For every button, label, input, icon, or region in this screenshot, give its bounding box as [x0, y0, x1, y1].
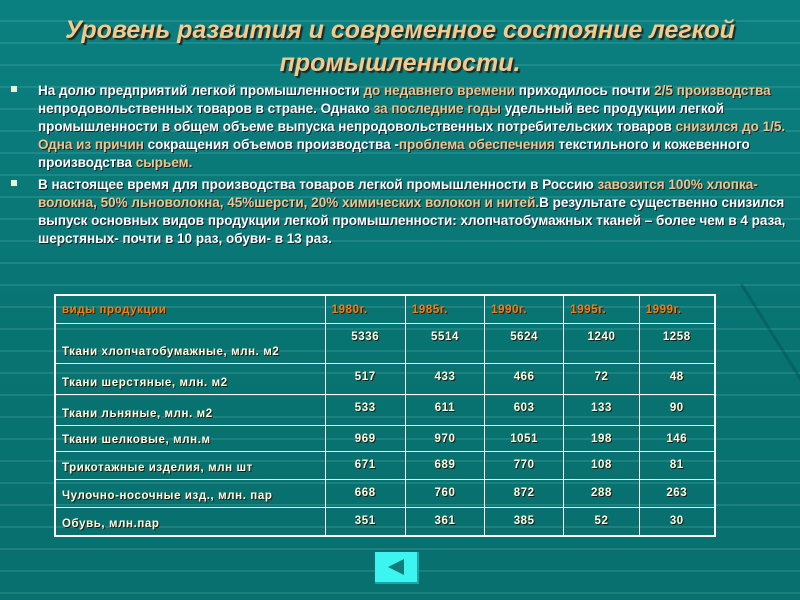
- value-cell: 517: [325, 364, 405, 395]
- table-row: [55, 426, 715, 452]
- value-cell: 611: [405, 395, 484, 426]
- value-cell: 533: [325, 395, 405, 426]
- value-cell: 288: [564, 480, 639, 508]
- value-cell: 668: [325, 480, 405, 508]
- value-cell: 466: [485, 364, 564, 395]
- bullet-square-icon: [11, 180, 17, 186]
- slide-title: Уровень развития и современное состояние легкой промышленности.: [65, 16, 735, 77]
- value-cell: 1258: [639, 324, 715, 364]
- value-cell: 872: [485, 480, 564, 508]
- value-cell: 30: [639, 508, 715, 536]
- value-cell: 760: [405, 480, 484, 508]
- highlighted-text: завозится 100% хлопка-волокна, 50% льноволокна, 45%шерсти, 20% химических волокон и нитей.: [38, 177, 758, 210]
- triangle-left-icon: [388, 559, 404, 575]
- value-cell: 351: [325, 508, 405, 536]
- bullet-square-icon: [11, 86, 17, 92]
- bullet-text: На долю предприятий легкой промышленности: [38, 83, 364, 98]
- header-product: виды продукции: [55, 295, 325, 324]
- value-cell: 52: [564, 508, 639, 536]
- table-row: [55, 480, 715, 508]
- table-row: [55, 395, 715, 426]
- highlighted-text: снизился до 1/5. Одна из причин: [38, 119, 786, 152]
- value-cell: 146: [639, 426, 715, 452]
- header-1995: 1995г.: [564, 295, 639, 324]
- value-cell: 385: [485, 508, 564, 536]
- value-cell: 969: [325, 426, 405, 452]
- product-name-cell: Ткани шелковые, млн.м: [55, 426, 325, 452]
- bullet-item: [10, 82, 790, 172]
- value-cell: 5336: [325, 324, 405, 364]
- value-cell: 90: [639, 395, 715, 426]
- highlighted-text: сырьем.: [135, 155, 193, 170]
- production-table: [54, 294, 716, 537]
- highlighted-text: 2/5 производства: [654, 83, 771, 98]
- highlighted-text: до недавнего времени: [363, 83, 515, 98]
- value-cell: 970: [405, 426, 484, 452]
- bullet-item: [10, 176, 790, 248]
- highlighted-text: проблема обеспечения: [398, 137, 555, 152]
- product-name-cell: Ткани хлопчатобумажные, млн. м2: [55, 324, 325, 364]
- value-cell: 198: [564, 426, 639, 452]
- product-name-cell: Ткани льняные, млн. м2: [55, 395, 325, 426]
- value-cell: 5514: [405, 324, 484, 364]
- value-cell: 770: [485, 452, 564, 480]
- value-cell: 1240: [564, 324, 639, 364]
- bullet-text: сокращения объемов производства -: [143, 137, 399, 152]
- highlighted-text: за последние годы: [373, 101, 501, 116]
- header-1999: 1999г.: [639, 295, 715, 324]
- value-cell: 689: [405, 452, 484, 480]
- value-cell: 671: [325, 452, 405, 480]
- value-cell: 263: [639, 480, 715, 508]
- value-cell: 81: [639, 452, 715, 480]
- header-1985: 1985г.: [405, 295, 484, 324]
- background-diagonal-line: [740, 283, 800, 420]
- product-name-cell: Трикотажные изделия, млн шт: [55, 452, 325, 480]
- bullet-text: В настоящее время для производства товаров легкой промышленности в Россию: [38, 177, 598, 192]
- bullet-text: приходилось почти: [515, 83, 655, 98]
- table-row: [55, 364, 715, 395]
- value-cell: 433: [405, 364, 484, 395]
- bullet-text: текстильного и кожевенного производства: [38, 137, 750, 170]
- value-cell: 48: [639, 364, 715, 395]
- bullet-text: непродовольственных товаров в стране. Однако: [38, 101, 374, 116]
- value-cell: 361: [405, 508, 484, 536]
- value-cell: 603: [485, 395, 564, 426]
- header-1980: 1980г.: [325, 295, 405, 324]
- table-row: [55, 508, 715, 536]
- product-name-cell: Обувь, млн.пар: [55, 508, 325, 536]
- value-cell: 72: [564, 364, 639, 395]
- table-row: [55, 324, 715, 364]
- bullet-text: В результате существенно снизился выпуск основных видов продукции легкой промышленности: хлопчатобумажных тканей – более чем в 4 раза, шерстяных- почти в 10 раз, обуви- в 13 раз.: [38, 195, 786, 246]
- table-header-row: [55, 295, 715, 324]
- value-cell: 1051: [485, 426, 564, 452]
- value-cell: 133: [564, 395, 639, 426]
- value-cell: 108: [564, 452, 639, 480]
- header-1990: 1990г.: [485, 295, 564, 324]
- product-name-cell: Ткани шерстяные, млн. м2: [55, 364, 325, 395]
- back-button[interactable]: [375, 552, 419, 584]
- table-row: [55, 452, 715, 480]
- value-cell: 5624: [485, 324, 564, 364]
- bullet-text: удельный вес продукции легкой промышленности в общем объеме выпуска непродовольственных потребительских товаров: [38, 101, 725, 134]
- product-name-cell: Чулочно-носочные изд., млн. пар: [55, 480, 325, 508]
- bullet-list: [10, 82, 790, 252]
